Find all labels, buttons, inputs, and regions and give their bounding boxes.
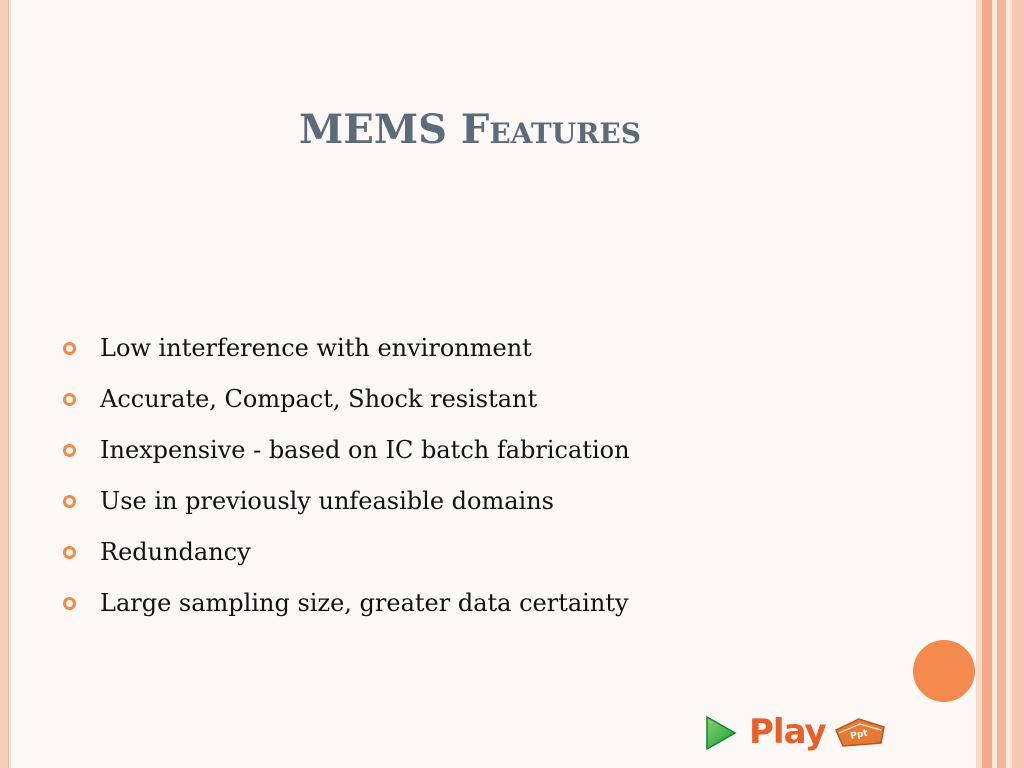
bullet-circle-icon <box>63 342 76 355</box>
feature-text: Use in previously unfeasible domains <box>100 487 554 515</box>
bullet-circle-icon <box>63 444 76 457</box>
feature-list-item <box>63 330 823 381</box>
play-triangle-icon <box>704 714 738 752</box>
right-border-stripe-2 <box>982 0 992 768</box>
left-border-highlight <box>9 0 11 768</box>
bullet-circle-icon <box>63 597 76 610</box>
feature-list-item <box>63 432 823 483</box>
orange-decorative-circle <box>913 640 975 702</box>
feature-list <box>63 330 823 636</box>
right-decorative-border <box>976 0 1024 768</box>
feature-list-item <box>63 381 823 432</box>
feature-text: Large sampling size, greater data certainty <box>100 589 629 617</box>
feature-list-item <box>63 483 823 534</box>
feature-text: Accurate, Compact, Shock resistant <box>100 385 538 413</box>
feature-list-item <box>63 534 823 585</box>
ppt-folder-label: Ppt <box>849 728 869 742</box>
left-border <box>0 0 9 768</box>
slide-title <box>200 102 740 158</box>
ppt-folder-icon <box>832 715 888 749</box>
feature-text: Redundancy <box>100 538 251 566</box>
slide-title-second-word: Features <box>460 106 641 153</box>
play-watermark-text: Play <box>749 712 826 752</box>
right-border-stripe-4 <box>997 0 1006 768</box>
play-ppt-watermark <box>704 712 892 754</box>
feature-text: Low interference with environment <box>100 334 532 362</box>
bullet-circle-icon <box>63 393 76 406</box>
feature-list-item <box>63 585 823 636</box>
feature-text: Inexpensive - based on IC batch fabrication <box>100 436 630 464</box>
bullet-circle-icon <box>63 546 76 559</box>
slide-title-first-word: MEMS <box>299 106 447 153</box>
bullet-circle-icon <box>63 495 76 508</box>
right-border-stripe-6 <box>1012 0 1024 768</box>
